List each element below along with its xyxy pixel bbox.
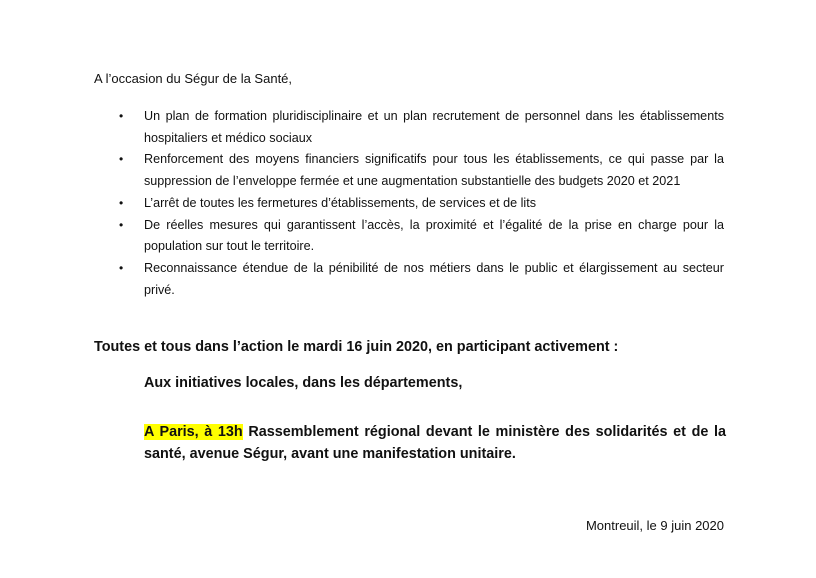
bullet-icon: • bbox=[119, 217, 124, 232]
list-item bbox=[119, 215, 724, 258]
local-initiatives: Aux initiatives locales, dans les départements, bbox=[144, 375, 463, 391]
list-item bbox=[119, 258, 724, 301]
list-item bbox=[119, 149, 724, 192]
signature-date: Montreuil, le 9 juin 2020 bbox=[585, 518, 724, 533]
bullet-icon: • bbox=[119, 109, 124, 123]
list-item bbox=[119, 106, 724, 149]
demand-text: Reconnaissance étendue de la pénibilité de nos métiers dans le public et élargissement au secteur privé. bbox=[144, 260, 724, 297]
demands-list bbox=[119, 106, 724, 301]
demand-text: L’arrêt de toutes les fermetures d’établissements, de services et de lits bbox=[144, 195, 536, 210]
demand-text: Renforcement des moyens financiers significatifs pour tous les établissements, ce qui passe par la suppression de l’enveloppe fermée et une augmentation substantielle des budgets 2020 et 2021 bbox=[144, 152, 724, 189]
list-item bbox=[119, 193, 724, 215]
bullet-icon: • bbox=[119, 195, 124, 210]
bullet-icon: • bbox=[119, 260, 124, 275]
paris-rally-text: Rassemblement régional devant le ministère des solidarités et de la santé, avenue Ségur, avant une manifestation unitaire. bbox=[144, 424, 726, 462]
bullet-icon: • bbox=[119, 152, 124, 167]
call-to-action: Toutes et tous dans l’action le mardi 16 juin 2020, en participant activement : bbox=[94, 339, 619, 355]
intro-line: A l’occasion du Ségur de la Santé, bbox=[94, 71, 293, 86]
demand-text: De réelles mesures qui garantissent l’accès, la proximité et l’égalité de la prise en charge pour la population sur tout le territoire. bbox=[144, 217, 724, 254]
paris-rally bbox=[144, 421, 726, 465]
paris-highlight: A Paris, à 13h bbox=[144, 424, 243, 440]
demand-text: Un plan de formation pluridisciplinaire et un plan recrutement de personnel dans les établissements hospitaliers et médico sociaux bbox=[144, 109, 724, 145]
